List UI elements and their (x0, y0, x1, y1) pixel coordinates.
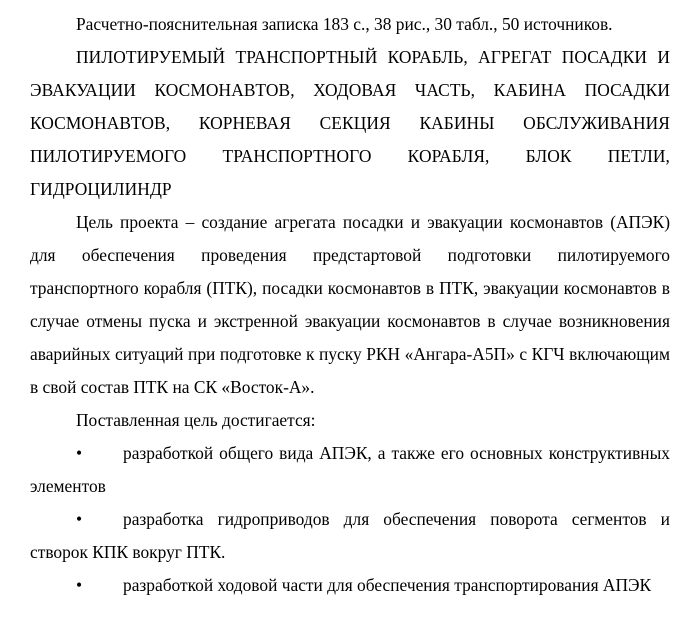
bullet-icon: • (76, 509, 83, 529)
list-item (30, 503, 670, 569)
list-item-text: разработкой ходовой части для обеспечения транспортирования АПЭК (123, 575, 652, 595)
achieved-intro: Поставленная цель достигается: (76, 410, 316, 430)
abstract-summary: Расчетно-пояснительная записка 183 с., 38 рис., 30 табл., 50 источников. (76, 14, 613, 34)
project-goal-paragraph: Цель проекта – создание агрегата посадки и эвакуации космонавтов (АПЭК) для обеспечения проведения предстартовой подготовки пилотируемого транспортного корабля (ПТК), посадки космонавтов в ПТК, эвакуации космонавтов в случае отмены пуска и экстренной эвакуации космонавтов в случае возникновения аварийных ситуаций при подготовке к пуску РКН «Ангара-А5П» с КГЧ включающим в свой состав ПТК на СК «Восток-А». (30, 212, 670, 397)
bullet-icon: • (76, 575, 83, 595)
list-item-text: разработка гидроприводов для обеспечения поворота сегментов и створок КПК вокруг ПТК. (30, 509, 670, 562)
list-item (30, 437, 670, 503)
list-item (30, 569, 670, 602)
document-page (30, 0, 670, 602)
keywords-paragraph: ПИЛОТИРУЕМЫЙ ТРАНСПОРТНЫЙ КОРАБЛЬ, АГРЕГАТ ПОСАДКИ И ЭВАКУАЦИИ КОСМОНАВТОВ, ХОДОВАЯ ЧАСТЬ, КАБИНА ПОСАДКИ КОСМОНАВТОВ, КОРНЕВАЯ СЕКЦИЯ КАБИНЫ ОБСЛУЖИВАНИЯ ПИЛОТИРУЕМОГО ТРАНСПОРТНОГО КОРАБЛЯ, БЛОК ПЕТЛИ, ГИДРОЦИЛИНДР (30, 47, 670, 199)
bullet-icon: • (76, 443, 83, 463)
list-item-text: разработкой общего вида АПЭК, а также его основных конструктивных элементов (30, 443, 670, 496)
